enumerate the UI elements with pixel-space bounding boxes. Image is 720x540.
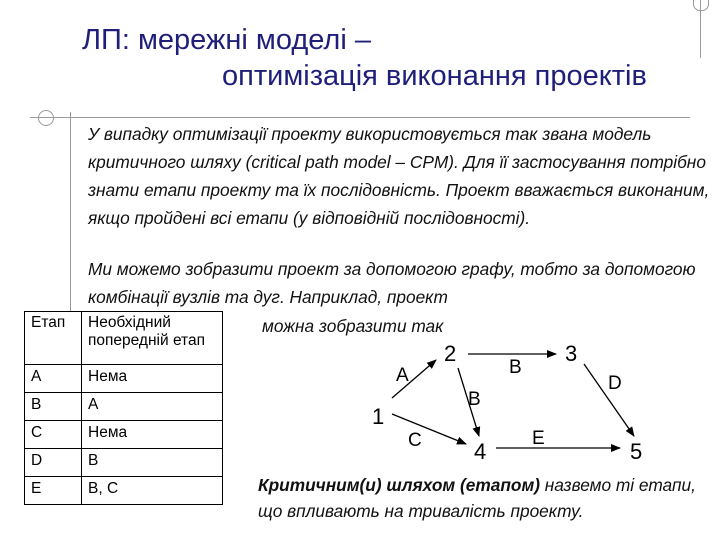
graph-node-5: 5 (630, 439, 643, 464)
table-cell: Нема (82, 421, 223, 449)
table-cell: B, C (82, 477, 223, 505)
graph-edge-label-e: E (532, 428, 545, 449)
graph-edge-c (392, 414, 466, 444)
table-cell: E (25, 477, 82, 505)
paragraph-graph-intro: Ми можемо зобразити проект за допомогою графу, тобто за допомогою комбінації вузлів та дуг. Наприклад, проект (88, 259, 696, 307)
title-line-2: оптимізація виконання проектів (222, 60, 647, 92)
paragraph-graph-caption: можна зобразити так (262, 316, 444, 336)
table-cell: Нема (82, 365, 223, 393)
graph-edge-label-b-mid: B (468, 389, 481, 410)
critical-path-text: назвемо ті етапи, що впливають на тривалість проекту. (258, 475, 696, 521)
critical-path-term: Критичним(и) шляхом (етапом) (258, 475, 540, 495)
graph-node-2: 2 (444, 341, 457, 366)
graph-edge-label-b-top: B (509, 357, 522, 378)
table-cell: A (25, 365, 82, 393)
paragraph-cpm-intro: У випадку оптимізації проекту використовується так звана модель критичного шляху (critical path model – CPM). Для її застосування потрібно знати етапи проекту та їх послідовність. Проект вважається виконаним, якщо пройдені всі етапи (у відповідній послідовності). (88, 124, 710, 228)
table-cell: B (25, 393, 82, 421)
table-header-cell: Необхідний попередній етап (82, 312, 223, 365)
graph-edge-label-c: C (408, 430, 422, 451)
title-line-1: ЛП: мережні моделі – (82, 24, 371, 56)
graph-edge-label-d: D (608, 373, 622, 394)
critical-path-definition (258, 472, 718, 524)
graph-node-1: 1 (372, 404, 385, 429)
table-cell: C (25, 421, 82, 449)
table-cell: D (25, 449, 82, 477)
table-cell: A (82, 393, 223, 421)
graph-node-3: 3 (565, 341, 578, 366)
table-header-cell: Етап (25, 312, 82, 365)
table-cell: B (82, 449, 223, 477)
graph-edge-label-a: A (396, 365, 409, 386)
graph-node-4: 4 (474, 439, 487, 464)
